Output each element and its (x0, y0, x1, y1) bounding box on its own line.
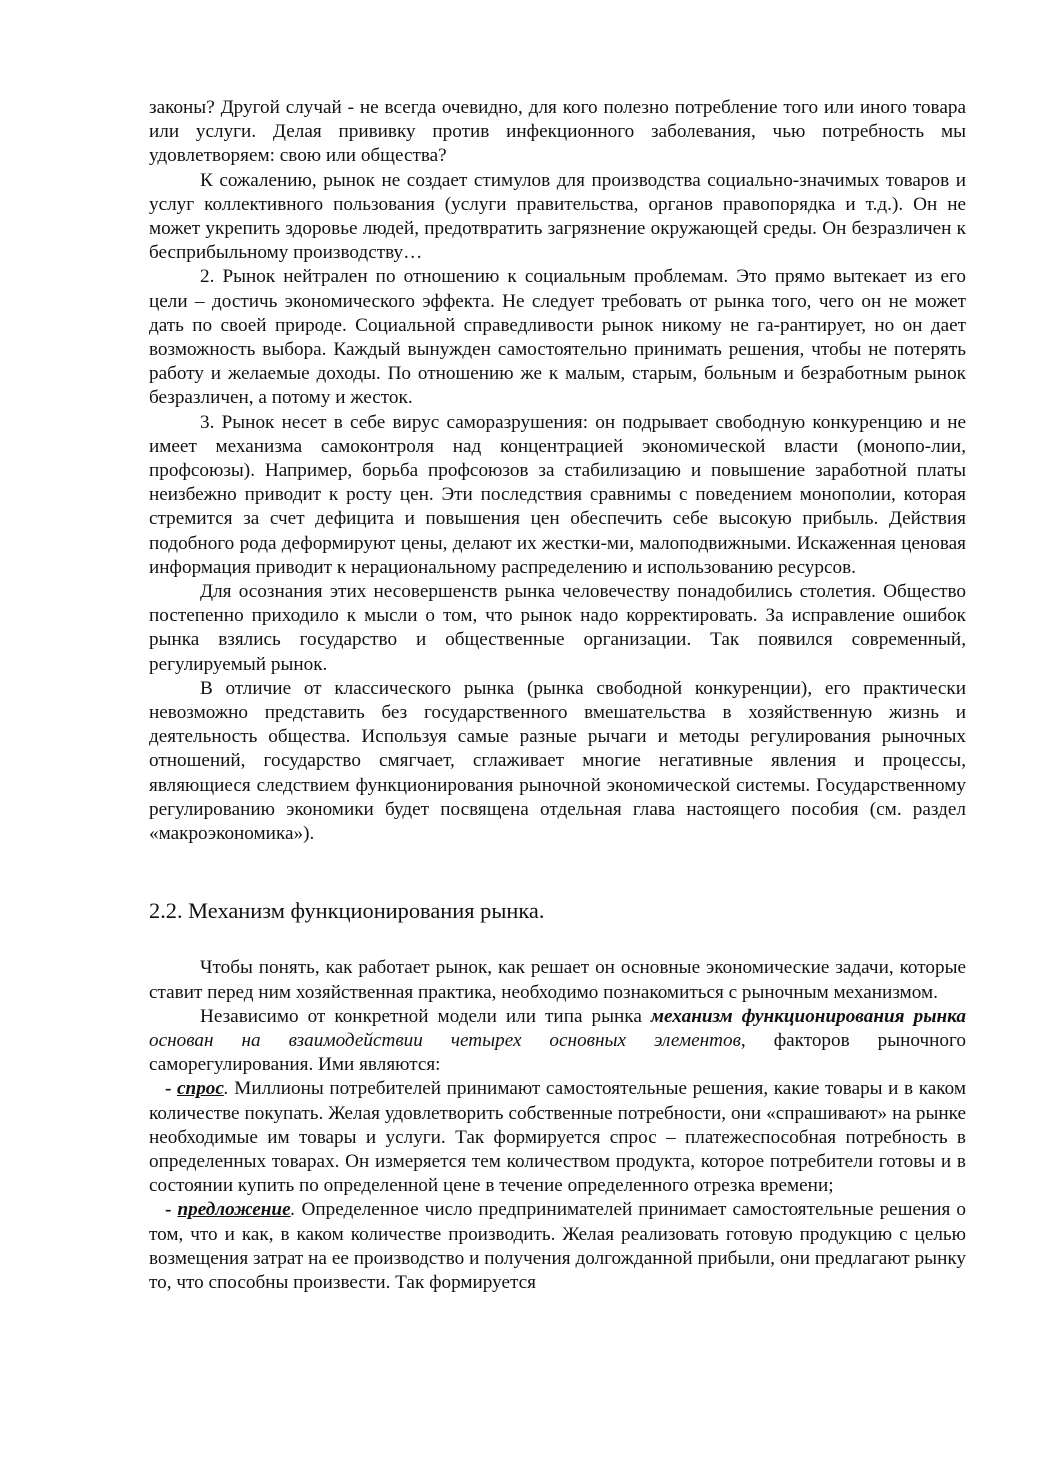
bullet-demand-text: Миллионы потребителей принимают самостоятельные решения, какие товары и в каком количестве покупать. Желая удовлетворить собственные потребности, они «спрашивают» на рынке необходимые им товары и услуги. Так формируется спрос – платежеспособная потребность в определенных товарах. Он измеряется тем количеством продукта, которое потребители готовы и в состоянии купить по определенной цене в течение определенного отрезка времени; (149, 1078, 966, 1197)
section-heading: 2.2. Механизм функционирования рынка. (149, 898, 545, 924)
bullet-supply (149, 1198, 966, 1295)
paragraph-intro: законы? Другой случай - не всегда очевидно, для кого полезно потребление того или иного товара или услуги. Делая прививку против инфекционного заболевания, чью потребность мы удовлетворяем: свою или общества? (149, 97, 966, 167)
term-period: . (223, 1078, 229, 1100)
bullet-supply-text: Определенное число предпринимателей принимает самостоятельные решения о том, что и как, в каком количестве производить. Желая реализовать готовую продукцию с целью возмещения затрат на ее производство и получения долгожданной прибыли, они предлагают рынку то, что способны произвести. Так формируется (149, 1199, 966, 1293)
paragraph-point-2: 2. Рынок нейтрален по отношению к социальным проблемам. Это прямо вытекает из его цели – достичь экономического эффекта. Не следует требовать от рынка того, чего он не может дать по своей природе. Социальной справедливости рынок никому не га-рантирует, но он дает возможность выбора. Каждый вынужден самостоятельно принимать решения, чтобы не потерять работу и желаемые доходы. По отношению же к малым, старым, больным и безработным рынок безразличен, а потому и жесток. (149, 266, 966, 409)
term-period: . (290, 1199, 296, 1221)
mechanism-tail-text: , факторов рыночного саморегулирования. Ими являются: (149, 1029, 966, 1076)
term-supply: предложение (177, 1199, 291, 1221)
mechanism-lead-text: Независимо от конкретной модели или типа рынка (200, 1005, 651, 1027)
bullet-dash: - (165, 1078, 177, 1100)
mechanism-term: механизм функционирования рынка (650, 1005, 966, 1027)
paragraph-no-stimulus: К сожалению, рынок не создает стимулов для производства социально-значимых товаров и услуг коллективного пользования (услуги правительства, органов правопорядка и т.д.). Он не может укрепить здоровье людей, предотвратить загрязнение окружающей среды. Он безразличен к бесприбыльному производству… (149, 169, 966, 264)
mechanism-italic-text: основан на взаимодействии четырех основных элементов (149, 1029, 741, 1051)
bullet-demand (149, 1077, 966, 1198)
term-demand: спрос (177, 1078, 224, 1100)
paragraph-regulated-market: В отличие от классического рынка (рынка свободной конкуренции), его практически невозможно представить без государственного вмешательства в хозяйственную жизнь и деятельность общества. Используя самые разные рычаги и методы регулирования рыночных отношений, государство смягчает, сглаживает многие негативные явления и процессы, являющиеся следствием функционирования рыночной экономической системы. Государственному регулированию экономики будет посвящена отдельная глава настоящего пособия (см. раздел «макроэкономика»). (149, 677, 966, 845)
bullet-dash: - (165, 1199, 178, 1221)
document-page (149, 96, 966, 1295)
paragraph-understand: Чтобы понять, как работает рынок, как решает он основные экономические задачи, которые ставит перед ним хозяйственная практика, необходимо познакомиться с рыночным механизмом. (149, 957, 966, 1003)
paragraph-mechanism (149, 1005, 966, 1078)
paragraph-centuries: Для осознания этих несовершенств рынка человечеству понадобились столетия. Общество постепенно приходило к мысли о том, что рынок надо корректировать. За исправление ошибок рынка взялись государство и общественные организации. Так появился современный, регулируемый рынок. (149, 581, 966, 675)
paragraph-point-3: 3. Рынок несет в себе вирус саморазрушения: он подрывает свободную конкуренцию и не имеет механизма самоконтроля над концентрацией экономической власти (монопо-лии, профсоюзы). Например, борьба профсоюзов за стабилизацию и повышение заработной платы неизбежно приводит к росту цен. Эти последствия сравнимы с поведением монополии, которая стремится за счет дефицита и повышения цен обеспечить себе высокую прибыль. Действия подобного рода деформируют цены, делают их жестки-ми, малоподвижными. Искаженная ценовая информация приводит к нерациональному распределению и использованию ресурсов. (149, 411, 966, 578)
